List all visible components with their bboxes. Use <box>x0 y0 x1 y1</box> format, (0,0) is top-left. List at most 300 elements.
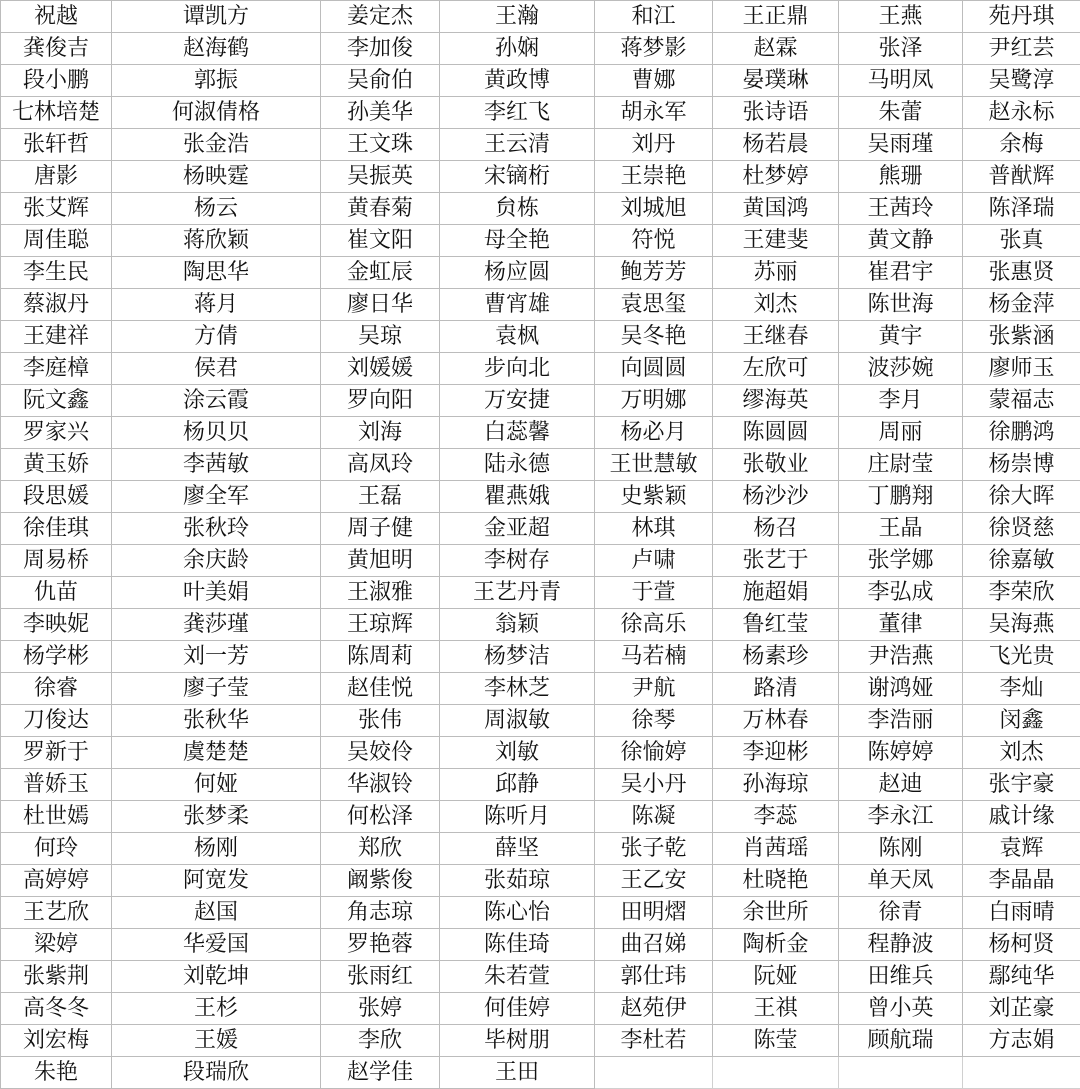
name-cell: 华淑铃 <box>321 769 440 801</box>
name-cell: 符悦 <box>595 225 713 257</box>
name-cell: 杨素珍 <box>713 641 839 673</box>
table-row <box>1 385 1080 417</box>
name-cell: 陈周莉 <box>321 641 440 673</box>
name-cell: 张紫涵 <box>963 321 1080 353</box>
name-cell: 王磊 <box>321 481 440 513</box>
name-cell: 蒙福志 <box>963 385 1080 417</box>
name-cell: 杨沙沙 <box>713 481 839 513</box>
table-row <box>1 737 1080 769</box>
name-cell: 黄宇 <box>839 321 963 353</box>
name-cell: 和江 <box>595 1 713 33</box>
table-row <box>1 481 1080 513</box>
table-row <box>1 641 1080 673</box>
name-cell: 李茜敏 <box>112 449 321 481</box>
name-cell: 吴鹭淳 <box>963 65 1080 97</box>
name-cell: 苏丽 <box>713 257 839 289</box>
name-cell: 李红飞 <box>440 97 595 129</box>
name-cell: 谭凯方 <box>112 1 321 33</box>
name-cell: 杨应圆 <box>440 257 595 289</box>
name-cell: 薛坚 <box>440 833 595 865</box>
name-cell: 陈听月 <box>440 801 595 833</box>
name-cell: 崔君宇 <box>839 257 963 289</box>
name-cell: 吴琼 <box>321 321 440 353</box>
name-cell: 杨贝贝 <box>112 417 321 449</box>
name-cell: 宋镝桁 <box>440 161 595 193</box>
table-row <box>1 769 1080 801</box>
name-cell: 金虹辰 <box>321 257 440 289</box>
name-cell: 李杜若 <box>595 1025 713 1057</box>
name-cell: 李浩丽 <box>839 705 963 737</box>
name-cell: 崔文阳 <box>321 225 440 257</box>
name-cell: 晏璞琳 <box>713 65 839 97</box>
name-cell: 角志琼 <box>321 897 440 929</box>
name-cell: 徐佳琪 <box>1 513 112 545</box>
name-cell: 徐青 <box>839 897 963 929</box>
name-cell: 段思媛 <box>1 481 112 513</box>
name-cell: 杨召 <box>713 513 839 545</box>
name-cell: 张敬业 <box>713 449 839 481</box>
name-cell: 张真 <box>963 225 1080 257</box>
name-cell: 杨学彬 <box>1 641 112 673</box>
name-cell: 杨梦洁 <box>440 641 595 673</box>
name-cell: 陈婷婷 <box>839 737 963 769</box>
name-cell: 尹浩燕 <box>839 641 963 673</box>
name-cell: 何玲 <box>1 833 112 865</box>
name-cell: 侯君 <box>112 353 321 385</box>
name-cell: 杨崇博 <box>963 449 1080 481</box>
name-cell: 黄文静 <box>839 225 963 257</box>
table-row <box>1 705 1080 737</box>
name-cell: 尹红芸 <box>963 33 1080 65</box>
name-cell: 李迎彬 <box>713 737 839 769</box>
name-cell: 翁颖 <box>440 609 595 641</box>
name-cell: 朱蕾 <box>839 97 963 129</box>
name-cell: 蒋欣颖 <box>112 225 321 257</box>
name-cell: 段瑞欣 <box>112 1057 321 1089</box>
name-cell: 金亚超 <box>440 513 595 545</box>
name-cell: 曲召娣 <box>595 929 713 961</box>
name-cell: 涂云霞 <box>112 385 321 417</box>
name-cell: 刘芷豪 <box>963 993 1080 1025</box>
name-cell: 王正鼎 <box>713 1 839 33</box>
name-cell: 曹娜 <box>595 65 713 97</box>
name-cell: 于萱 <box>595 577 713 609</box>
name-cell: 李蕊 <box>713 801 839 833</box>
name-cell: 徐愉婷 <box>595 737 713 769</box>
name-cell: 王乙安 <box>595 865 713 897</box>
name-cell: 郭仕玮 <box>595 961 713 993</box>
name-cell: 林琪 <box>595 513 713 545</box>
name-cell: 飞光贵 <box>963 641 1080 673</box>
name-cell: 王茜玲 <box>839 193 963 225</box>
name-cell: 赵永标 <box>963 97 1080 129</box>
name-cell: 单天凤 <box>839 865 963 897</box>
name-cell: 徐嘉敏 <box>963 545 1080 577</box>
name-cell: 邱静 <box>440 769 595 801</box>
table-row <box>1 673 1080 705</box>
name-cell: 徐鹏鸿 <box>963 417 1080 449</box>
name-cell: 陈莹 <box>713 1025 839 1057</box>
name-cell: 仇苗 <box>1 577 112 609</box>
name-cell: 周易桥 <box>1 545 112 577</box>
name-cell: 王田 <box>440 1057 595 1089</box>
name-cell: 陈泽瑞 <box>963 193 1080 225</box>
name-cell: 李弘成 <box>839 577 963 609</box>
name-cell: 张金浩 <box>112 129 321 161</box>
name-cell: 张茹琼 <box>440 865 595 897</box>
name-cell: 王继春 <box>713 321 839 353</box>
name-cell: 高凤玲 <box>321 449 440 481</box>
name-cell: 龚莎瑾 <box>112 609 321 641</box>
name-cell: 王祺 <box>713 993 839 1025</box>
name-cell: 蒋梦影 <box>595 33 713 65</box>
name-cell: 李映妮 <box>1 609 112 641</box>
name-cell: 张艺于 <box>713 545 839 577</box>
name-cell: 张梦柔 <box>112 801 321 833</box>
name-cell: 吴振英 <box>321 161 440 193</box>
name-cell: 李生民 <box>1 257 112 289</box>
name-cell: 陈凝 <box>595 801 713 833</box>
table-row <box>1 193 1080 225</box>
name-cell: 李晶晶 <box>963 865 1080 897</box>
name-cell: 史紫颖 <box>595 481 713 513</box>
name-cell: 刘敏 <box>440 737 595 769</box>
name-cell: 王琼辉 <box>321 609 440 641</box>
name-cell: 蒋月 <box>112 289 321 321</box>
name-cell: 陈佳琦 <box>440 929 595 961</box>
name-cell: 张秋玲 <box>112 513 321 545</box>
name-cell: 罗向阳 <box>321 385 440 417</box>
name-cell: 廖全军 <box>112 481 321 513</box>
name-cell: 杜梦婷 <box>713 161 839 193</box>
name-cell: 吴姣伶 <box>321 737 440 769</box>
name-cell: 缪海英 <box>713 385 839 417</box>
name-cell: 普猷辉 <box>963 161 1080 193</box>
name-cell: 李灿 <box>963 673 1080 705</box>
name-cell: 郑欣 <box>321 833 440 865</box>
name-cell: 何淑倩格 <box>112 97 321 129</box>
name-cell: 李欣 <box>321 1025 440 1057</box>
name-cell: 鄢纯华 <box>963 961 1080 993</box>
name-cell: 黄春菊 <box>321 193 440 225</box>
name-cell: 王崇艳 <box>595 161 713 193</box>
name-cell: 赵苑伊 <box>595 993 713 1025</box>
name-cell: 王世慧敏 <box>595 449 713 481</box>
table-row <box>1 993 1080 1025</box>
name-cell: 杨柯贤 <box>963 929 1080 961</box>
name-cell: 徐睿 <box>1 673 112 705</box>
name-cell <box>839 1057 963 1089</box>
name-cell: 黄政博 <box>440 65 595 97</box>
name-cell: 肖茜瑶 <box>713 833 839 865</box>
name-cell: 陆永德 <box>440 449 595 481</box>
name-cell: 刘一芳 <box>112 641 321 673</box>
name-cell: 吴俞伯 <box>321 65 440 97</box>
name-list-body <box>1 1 1080 1089</box>
name-cell: 王艺欣 <box>1 897 112 929</box>
name-cell: 廖子莹 <box>112 673 321 705</box>
name-cell: 毕树朋 <box>440 1025 595 1057</box>
name-cell: 戚计缘 <box>963 801 1080 833</box>
table-row <box>1 929 1080 961</box>
name-cell: 罗艳蓉 <box>321 929 440 961</box>
table-row <box>1 961 1080 993</box>
name-cell: 步向北 <box>440 353 595 385</box>
name-cell: 李永江 <box>839 801 963 833</box>
name-cell: 袁枫 <box>440 321 595 353</box>
name-cell: 袁辉 <box>963 833 1080 865</box>
name-cell: 李树存 <box>440 545 595 577</box>
name-cell: 陶析金 <box>713 929 839 961</box>
table-row <box>1 513 1080 545</box>
name-cell: 左欣可 <box>713 353 839 385</box>
table-row <box>1 417 1080 449</box>
name-cell <box>963 1057 1080 1089</box>
name-cell: 方倩 <box>112 321 321 353</box>
name-cell: 陈心怡 <box>440 897 595 929</box>
name-cell: 普娇玉 <box>1 769 112 801</box>
name-cell: 刘杰 <box>713 289 839 321</box>
name-cell: 王建祥 <box>1 321 112 353</box>
name-cell: 孙美华 <box>321 97 440 129</box>
name-cell: 虞楚楚 <box>112 737 321 769</box>
name-cell: 刘海 <box>321 417 440 449</box>
name-cell: 贠栋 <box>440 193 595 225</box>
name-cell: 余梅 <box>963 129 1080 161</box>
name-cell: 赵国 <box>112 897 321 929</box>
name-cell: 庄尉莹 <box>839 449 963 481</box>
name-cell: 孙海琼 <box>713 769 839 801</box>
name-cell: 阮文鑫 <box>1 385 112 417</box>
name-cell: 张宇豪 <box>963 769 1080 801</box>
name-cell: 张秋华 <box>112 705 321 737</box>
name-cell: 阿宽发 <box>112 865 321 897</box>
name-cell: 杨金萍 <box>963 289 1080 321</box>
table-row <box>1 609 1080 641</box>
name-cell: 段小鹏 <box>1 65 112 97</box>
name-cell: 张紫荆 <box>1 961 112 993</box>
name-cell: 周淑敏 <box>440 705 595 737</box>
name-cell: 张泽 <box>839 33 963 65</box>
name-cell: 董律 <box>839 609 963 641</box>
name-cell: 张婷 <box>321 993 440 1025</box>
name-cell <box>713 1057 839 1089</box>
name-cell: 周佳聪 <box>1 225 112 257</box>
name-cell: 阚紫俊 <box>321 865 440 897</box>
name-cell: 施超娟 <box>713 577 839 609</box>
name-cell: 张雨红 <box>321 961 440 993</box>
name-cell: 瞿燕娥 <box>440 481 595 513</box>
table-row <box>1 801 1080 833</box>
name-cell: 蔡淑丹 <box>1 289 112 321</box>
name-cell: 张伟 <box>321 705 440 737</box>
name-cell: 何娅 <box>112 769 321 801</box>
name-cell: 吴小丹 <box>595 769 713 801</box>
table-row <box>1 865 1080 897</box>
name-cell: 王艺丹青 <box>440 577 595 609</box>
name-cell: 李庭樟 <box>1 353 112 385</box>
table-row <box>1 1025 1080 1057</box>
name-cell: 鲁红莹 <box>713 609 839 641</box>
table-row <box>1 321 1080 353</box>
name-cell: 刘丹 <box>595 129 713 161</box>
name-cell: 朱若萱 <box>440 961 595 993</box>
name-cell: 廖日华 <box>321 289 440 321</box>
name-cell: 张子乾 <box>595 833 713 865</box>
name-cell: 曹宵雄 <box>440 289 595 321</box>
table-row <box>1 449 1080 481</box>
name-cell: 吴海燕 <box>963 609 1080 641</box>
name-cell: 张艾辉 <box>1 193 112 225</box>
name-cell: 卢啸 <box>595 545 713 577</box>
name-cell: 杜晓艳 <box>713 865 839 897</box>
name-cell: 祝越 <box>1 1 112 33</box>
table-row <box>1 33 1080 65</box>
name-cell: 刘城旭 <box>595 193 713 225</box>
name-cell: 徐琴 <box>595 705 713 737</box>
name-cell: 高婷婷 <box>1 865 112 897</box>
name-cell: 王建斐 <box>713 225 839 257</box>
table-row <box>1 897 1080 929</box>
name-cell: 孙娴 <box>440 33 595 65</box>
name-cell: 刘乾坤 <box>112 961 321 993</box>
name-cell: 何松泽 <box>321 801 440 833</box>
name-cell: 路清 <box>713 673 839 705</box>
name-cell: 王瀚 <box>440 1 595 33</box>
name-cell: 顾航瑞 <box>839 1025 963 1057</box>
table-row <box>1 289 1080 321</box>
name-cell: 徐贤慈 <box>963 513 1080 545</box>
name-cell: 周子健 <box>321 513 440 545</box>
name-cell: 向圆圆 <box>595 353 713 385</box>
name-cell: 吴雨瑾 <box>839 129 963 161</box>
name-cell: 白蕊馨 <box>440 417 595 449</box>
name-cell: 闵鑫 <box>963 705 1080 737</box>
name-cell: 谢鸿娅 <box>839 673 963 705</box>
name-cell: 万林春 <box>713 705 839 737</box>
name-cell: 王媛 <box>112 1025 321 1057</box>
name-cell: 赵佳悦 <box>321 673 440 705</box>
name-cell: 赵海鹤 <box>112 33 321 65</box>
name-cell: 吴冬艳 <box>595 321 713 353</box>
name-cell: 苑丹琪 <box>963 1 1080 33</box>
name-cell: 王燕 <box>839 1 963 33</box>
name-cell: 万安捷 <box>440 385 595 417</box>
table-row <box>1 225 1080 257</box>
name-cell: 罗新于 <box>1 737 112 769</box>
name-cell <box>595 1057 713 1089</box>
name-cell: 刀俊达 <box>1 705 112 737</box>
name-cell: 万明娜 <box>595 385 713 417</box>
name-cell: 曾小英 <box>839 993 963 1025</box>
name-cell: 丁鹏翔 <box>839 481 963 513</box>
name-cell: 尹航 <box>595 673 713 705</box>
name-cell: 赵迪 <box>839 769 963 801</box>
table-row <box>1 161 1080 193</box>
name-cell: 何佳婷 <box>440 993 595 1025</box>
name-cell: 杨刚 <box>112 833 321 865</box>
name-cell: 华爱国 <box>112 929 321 961</box>
name-cell: 母全艳 <box>440 225 595 257</box>
table-row <box>1 833 1080 865</box>
name-cell: 朱艳 <box>1 1057 112 1089</box>
name-cell: 波莎婉 <box>839 353 963 385</box>
name-cell: 赵学佳 <box>321 1057 440 1089</box>
name-cell: 陈圆圆 <box>713 417 839 449</box>
name-cell: 唐影 <box>1 161 112 193</box>
name-cell: 刘媛媛 <box>321 353 440 385</box>
table-row <box>1 257 1080 289</box>
name-cell: 张诗语 <box>713 97 839 129</box>
name-cell: 高冬冬 <box>1 993 112 1025</box>
name-cell: 熊珊 <box>839 161 963 193</box>
name-cell: 王杉 <box>112 993 321 1025</box>
name-cell: 李荣欣 <box>963 577 1080 609</box>
name-cell: 李林芝 <box>440 673 595 705</box>
name-cell: 张惠贤 <box>963 257 1080 289</box>
table-row <box>1 545 1080 577</box>
name-cell: 张轩哲 <box>1 129 112 161</box>
name-cell: 赵霖 <box>713 33 839 65</box>
table-row <box>1 97 1080 129</box>
name-cell: 李月 <box>839 385 963 417</box>
name-cell: 杨必月 <box>595 417 713 449</box>
name-cell: 马明凤 <box>839 65 963 97</box>
name-cell: 陶思华 <box>112 257 321 289</box>
name-cell: 余庆龄 <box>112 545 321 577</box>
name-cell: 田维兵 <box>839 961 963 993</box>
name-cell: 罗家兴 <box>1 417 112 449</box>
table-row <box>1 353 1080 385</box>
table-row <box>1 65 1080 97</box>
name-cell: 龚俊吉 <box>1 33 112 65</box>
table-row <box>1 129 1080 161</box>
name-cell: 胡永军 <box>595 97 713 129</box>
name-cell: 杨映霆 <box>112 161 321 193</box>
name-cell: 周丽 <box>839 417 963 449</box>
name-cell: 徐高乐 <box>595 609 713 641</box>
name-cell: 王云清 <box>440 129 595 161</box>
name-cell: 姜定杰 <box>321 1 440 33</box>
name-cell: 徐大晖 <box>963 481 1080 513</box>
name-cell: 黄玉娇 <box>1 449 112 481</box>
name-cell: 程静波 <box>839 929 963 961</box>
name-cell: 李加俊 <box>321 33 440 65</box>
name-cell: 方志娟 <box>963 1025 1080 1057</box>
table-row <box>1 1057 1080 1089</box>
table-row <box>1 577 1080 609</box>
name-cell: 杜世嫣 <box>1 801 112 833</box>
name-cell: 七林培楚 <box>1 97 112 129</box>
name-cell: 梁婷 <box>1 929 112 961</box>
name-cell: 阮娅 <box>713 961 839 993</box>
name-cell: 陈刚 <box>839 833 963 865</box>
name-cell: 白雨晴 <box>963 897 1080 929</box>
name-cell: 张学娜 <box>839 545 963 577</box>
name-cell: 马若楠 <box>595 641 713 673</box>
name-cell: 廖师玉 <box>963 353 1080 385</box>
name-cell: 王文珠 <box>321 129 440 161</box>
name-cell: 袁思玺 <box>595 289 713 321</box>
name-cell: 刘杰 <box>963 737 1080 769</box>
table-row <box>1 1 1080 33</box>
name-cell: 杨若晨 <box>713 129 839 161</box>
name-cell: 叶美娟 <box>112 577 321 609</box>
name-cell: 黄国鸿 <box>713 193 839 225</box>
name-cell: 刘宏梅 <box>1 1025 112 1057</box>
name-cell: 王晶 <box>839 513 963 545</box>
name-cell: 鲍芳芳 <box>595 257 713 289</box>
